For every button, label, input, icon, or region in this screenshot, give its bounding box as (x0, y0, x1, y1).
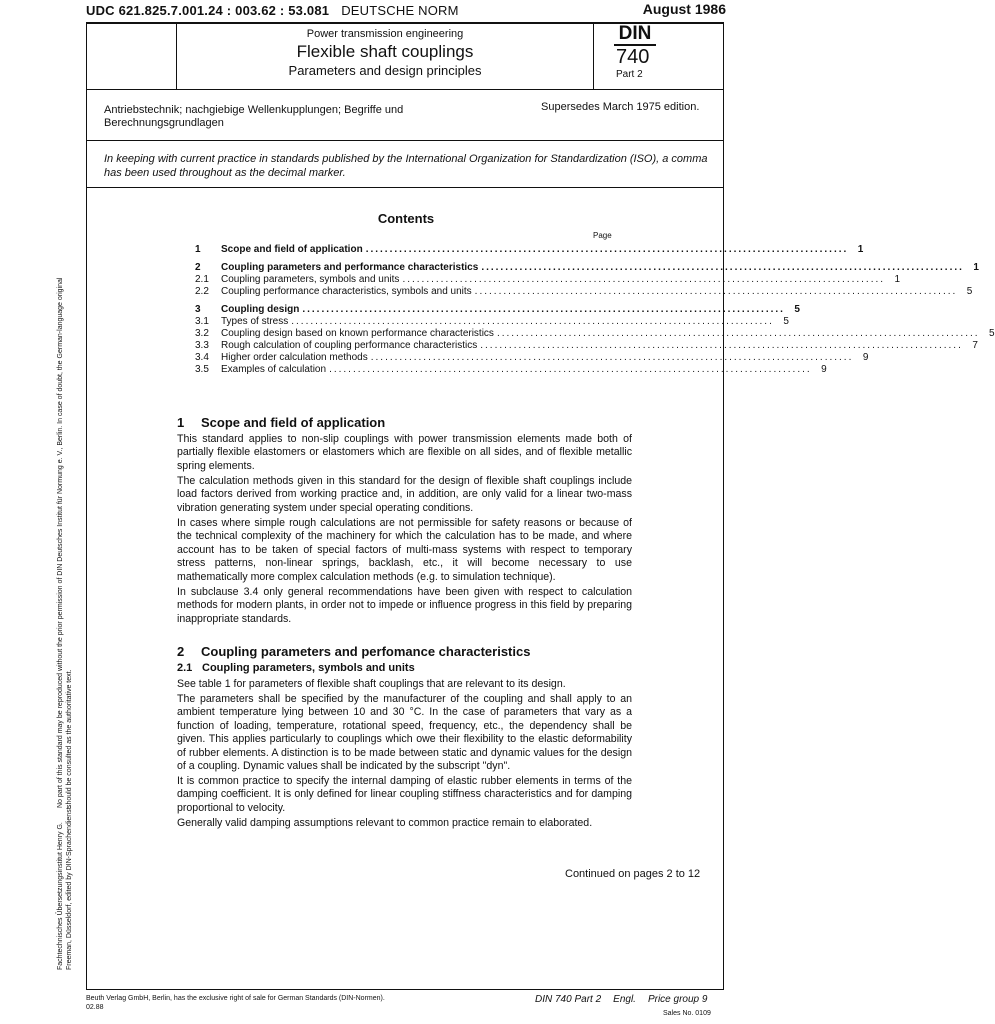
contents-heading: Contents (377, 211, 435, 226)
toc-text: Types of stress (221, 316, 289, 327)
publisher-note: Beuth Verlag GmbH, Berlin, has the exclusive right of sale for German Standards (DIN-Normen). (86, 995, 385, 1002)
toc-page: 5 (989, 328, 995, 339)
toc-page: 9 (821, 364, 827, 375)
translation-credit: Fachtechnisches Übersetzungsinstitut Henry G. Freeman, Düsseldorf, edited by DIN-Sprachendienst. (57, 805, 73, 970)
copyright-side-note (56, 268, 86, 808)
din-logo: DIN (614, 24, 656, 46)
subsection-number: 2.1 (177, 662, 193, 674)
section-2-para-1: See table 1 for parameters of flexible shaft couplings that are relevant to its design. (177, 678, 566, 690)
toc-num: 3 (195, 304, 201, 315)
toc-text: Examples of calculation (221, 364, 327, 375)
toc-entry[interactable] (195, 316, 789, 328)
supersedes-note: Supersedes March 1975 edition. (541, 101, 700, 113)
toc-num: 1 (195, 244, 201, 255)
toc-num: 3.2 (195, 328, 209, 339)
section-1-para-1: This standard applies to non-slip couplings with power transmission elements made both of partially flexible elastomers or elastomers which are flexible on all sides, and of flexible metallic spring elements. (177, 433, 632, 472)
divider (86, 140, 724, 141)
title-block (176, 22, 594, 90)
sales-number: Sales No. 0109 (663, 1010, 711, 1017)
toc-num: 2.1 (195, 274, 209, 285)
toc-num: 3.3 (195, 340, 209, 351)
section-2-para-4: Generally valid damping assumptions relevant to common practice remain to elaborated. (177, 817, 593, 829)
section-1-para-4: In subclause 3.4 only general recommendations have been given with respect to calculation methods for modern plants, in order not to impede or influence progress in this field by preparing inappropriate standards. (177, 586, 632, 625)
contents-page-label: Page (593, 231, 612, 240)
toc-leader: ..................................................................................................... (329, 364, 812, 375)
toc-entry[interactable] (195, 244, 864, 256)
toc-leader: ..................................................................................................... (480, 340, 963, 351)
toc-num: 3.1 (195, 316, 209, 327)
toc-page: 5 (794, 304, 800, 315)
section-1-para-3: In cases where simple rough calculations are not permissible for safety reasons or because of the technical complexity of the machinery for which the calculation has to be made, and where account has to be taken of special factors of multi-mass systems with respect to temporary stress patterns, non-linear springs, backlash, etc., it will become necessary to use mathematically more complex calculation methods (e.g. to simulation technique). (177, 517, 632, 583)
toc-leader: ..................................................................................................... (365, 244, 849, 255)
toc-page: 1 (973, 262, 979, 273)
toc-entry[interactable] (195, 286, 973, 298)
toc-entry[interactable] (195, 274, 901, 286)
toc-num: 3.4 (195, 352, 209, 363)
copyright-text: No part of this standard may be reproduced without the prior permission of DIN Deutsches Institut für Normung e. V., Berlin. In case of doubt, the German-language original should be consulted as the authoritative text. (57, 277, 73, 808)
continued-note: Continued on pages 2 to 12 (565, 868, 701, 880)
toc-leader: ..................................................................................................... (302, 304, 785, 315)
udc-number: UDC 621.825.7.001.24 : 003.62 : 53.081 (86, 3, 330, 18)
subsection-title: Coupling parameters, symbols and units (202, 662, 415, 674)
title-left-cell (86, 22, 176, 90)
toc-text: Rough calculation of coupling performance characteristics (221, 340, 478, 351)
section-1-heading (177, 415, 385, 430)
toc-leader: ..................................................................................................... (402, 274, 886, 285)
toc-num: 3.5 (195, 364, 209, 375)
toc-leader: ..................................................................................................... (370, 352, 854, 363)
din-part: Part 2 (616, 69, 643, 80)
footer-language: Engl. (613, 994, 636, 1005)
german-title: Antriebstechnik; nachgiebige Wellenkupplungen; Begriffe und Berechnungsgrundlagen (104, 104, 404, 129)
footer-doc-id: DIN 740 Part 2 (535, 994, 602, 1005)
toc-page: 5 (966, 286, 973, 297)
din-block (594, 22, 724, 90)
footer-code: 02.88 (86, 1004, 104, 1011)
footer-doc-info (535, 994, 719, 1005)
footer-publisher (86, 994, 385, 1012)
divider (86, 187, 724, 188)
section-number: 1 (177, 415, 185, 430)
toc-text: Scope and field of application (221, 244, 363, 255)
section-title: Scope and field of application (201, 415, 386, 430)
subsection-2-1-heading (177, 662, 415, 674)
translation-side-note (56, 800, 86, 970)
toc-text: Higher order calculation methods (221, 352, 368, 363)
toc-leader: ..................................................................................................... (291, 316, 774, 327)
section-number: 2 (177, 644, 185, 659)
table-of-contents (195, 244, 995, 379)
toc-entry[interactable] (195, 364, 827, 376)
document-title: Flexible shaft couplings (296, 42, 474, 61)
toc-text: Coupling design based on known performance characteristics (221, 328, 494, 339)
decimal-marker-notice: In keeping with current practice in standards published by the International Organization for Standardization (ISO), a comma has been used throughout as the decimal marker. (104, 153, 708, 179)
toc-entry[interactable] (195, 340, 978, 352)
publication-date: August 1986 (642, 1, 726, 17)
toc-entry[interactable] (195, 328, 995, 340)
toc-entry[interactable] (195, 352, 869, 364)
toc-text: Coupling performance characteristics, symbols and units (221, 286, 472, 297)
toc-num: 2 (195, 262, 201, 273)
toc-page: 7 (972, 340, 978, 351)
toc-text: Coupling parameters and performance characteristics (221, 262, 479, 273)
section-2-para-2: The parameters shall be specified by the manufacturer of the coupling and shall apply to an ambient temperature lying between 10 and 30 °C. In the case of parameters that vary as a function of loading, temperature, rotational speed, frequency, etc., the dependency shall be given. This applies particularly to couplings which owe their flexibility to the elastic deformability of rubber elements. A distinction is to be made between static and dynamic values for the design of a coupling. Dynamic values shall be indicated by the subscript "dyn". (177, 693, 632, 773)
toc-page: 1 (894, 274, 901, 285)
section-2-heading (177, 644, 530, 659)
toc-page: 5 (783, 316, 789, 327)
udc-classification (86, 3, 459, 18)
norm-label: DEUTSCHE NORM (341, 3, 459, 18)
toc-entry[interactable] (195, 262, 979, 274)
toc-text: Coupling design (221, 304, 300, 315)
toc-entry[interactable] (195, 304, 800, 316)
section-title: Coupling parameters and perfomance characteristics (201, 644, 531, 659)
toc-leader: ..................................................................................................... (474, 286, 958, 297)
toc-leader: ..................................................................................................... (481, 262, 964, 273)
title-subject: Power transmission engineering (306, 28, 464, 40)
toc-text: Coupling parameters, symbols and units (221, 274, 400, 285)
toc-page: 1 (857, 244, 864, 255)
din-number: 740 (616, 46, 650, 68)
section-2-para-3: It is common practice to specify the internal damping of elastic rubber elements in terms of the damping coefficient. It is only defined for linear coupling stiffness characteristics and for damping proportional to velocity. (177, 775, 632, 814)
section-1-para-2: The calculation methods given in this standard for the design of flexible shaft couplings include load factors derived from working practice and, in addition, are only valid for a linear two-mass vibration generating system under special operating conditions. (177, 475, 632, 514)
footer-price-group: Price group 9 (647, 994, 708, 1005)
document-subtitle: Parameters and design principles (288, 63, 482, 78)
toc-num: 2.2 (195, 286, 209, 297)
toc-page: 9 (862, 352, 869, 363)
toc-leader: ..................................................................................................... (496, 328, 980, 339)
